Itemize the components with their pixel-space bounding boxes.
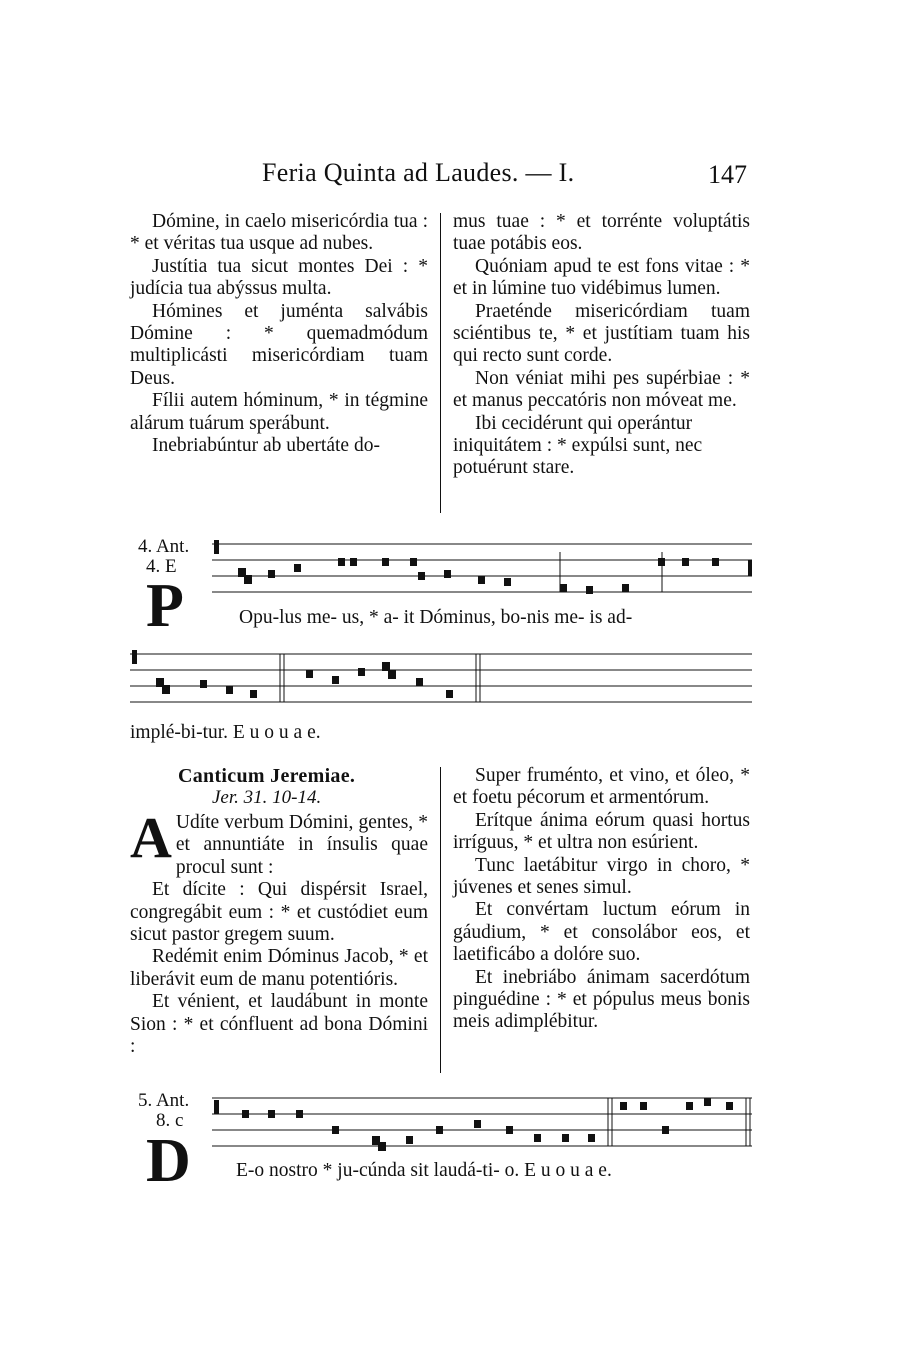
verse: Quóniam apud te est fons vitae : * et in lúmine tuo vidébimus lumen. [453, 255, 750, 300]
page-header [0, 158, 900, 194]
antiphon-4-initial: P [146, 572, 184, 640]
verse: Non véniat mihi pes supérbiae : * et manus peccatóris non móveat me. [453, 367, 750, 412]
chant-staff-4a [212, 538, 754, 606]
verse: Inebriabúntur ab ubertáte do- [152, 435, 380, 457]
antiphon-4-lyrics-line2: implé-bi-tur. E u o u a e. [130, 722, 321, 743]
canticle-reference: Jer. 31. 10-14. [212, 787, 322, 808]
verse: Dómine, in caelo misericórdia tua : * et véritas tua usque ad nubes. [130, 211, 428, 255]
chant-staff-5 [212, 1092, 754, 1156]
antiphon-5-lyrics: E-o nostro * ju-cúnda sit laudá-ti- o. E u o u a e. [236, 1160, 612, 1181]
verse: Et dícite : Qui dispérsit Israel, congregábit eum : * et custódiet eum sicut pastor gregem suum. [130, 879, 428, 946]
antiphon-4-mode: 4. E [146, 556, 177, 577]
verse: Hómines et juménta salvábis Dómine : * quemadmódum multiplicásti misericórdiam tuam Deus. [130, 300, 428, 389]
verse: Justítia tua sicut montes Dei : * judícia tua abýssus multa. [130, 255, 428, 300]
canticle-initial: A [130, 805, 172, 870]
verse: Et convértam luctum eórum in gáudium, * et consolábor eos, et laetificábo a dolóre suo. [453, 899, 750, 966]
verse: Ibi cecidérunt qui operántur iniquitátem : * expúlsi sunt, nec potuérunt stare. [453, 412, 703, 479]
antiphon-5-mode: 8. c [156, 1110, 184, 1131]
chant-staff-4b [130, 648, 754, 712]
psalm-right-column [453, 211, 750, 480]
antiphon-5-label: 5. Ant. [138, 1090, 190, 1111]
canticle-right-column [453, 765, 750, 1034]
verse: Praeténde misericórdiam tuam sciéntibus te, * et justítiam tuam his qui recto sunt corde. [453, 300, 750, 367]
column-divider [440, 213, 441, 513]
verse: Fílii autem hóminum, * in tégmine alárum tuárum sperábunt. [130, 390, 428, 434]
psalm-left-column [130, 211, 428, 457]
verse: Tunc laetábitur virgo in choro, * júvenes et senes simul. [453, 854, 750, 899]
verse: mus tuae : * et torrénte voluptátis tuae potábis eos. [453, 211, 750, 255]
verse: Erítque ánima eórum quasi hortus irríguus, * et ultra non esúrient. [453, 809, 750, 854]
column-divider [440, 767, 441, 1073]
antiphon-4-label: 4. Ant. [138, 536, 190, 557]
verse: Et vénient, et laudábunt in monte Sion : * et cónfluent ad bona Dómini : [130, 991, 428, 1058]
page-number: 147 [708, 160, 747, 189]
antiphon-5-initial: D [146, 1127, 191, 1195]
page-title: Feria Quinta ad Laudes. — I. [262, 158, 575, 187]
canticle-title: Canticum Jeremiae. [178, 765, 356, 787]
verse: Super fruménto, et vino, et óleo, * et foetu pécorum et armentórum. [453, 765, 750, 809]
verse: Redémit enim Dóminus Jacob, * et liberávit eum de manu potentióris. [130, 946, 428, 990]
canticle-left-column [130, 805, 428, 1058]
antiphon-4-lyrics-line1: Opu-lus me- us, * a- it Dóminus, bo-nis me- is ad- [239, 607, 633, 628]
verse: Udíte verbum Dómini, gentes, * et annuntiáte in ínsulis quae procul sunt : [175, 812, 428, 878]
verse: Et inebriábo ánimam sacerdótum pinguédine : * et pópulus meus bonis meis adimplébitur. [453, 966, 750, 1033]
